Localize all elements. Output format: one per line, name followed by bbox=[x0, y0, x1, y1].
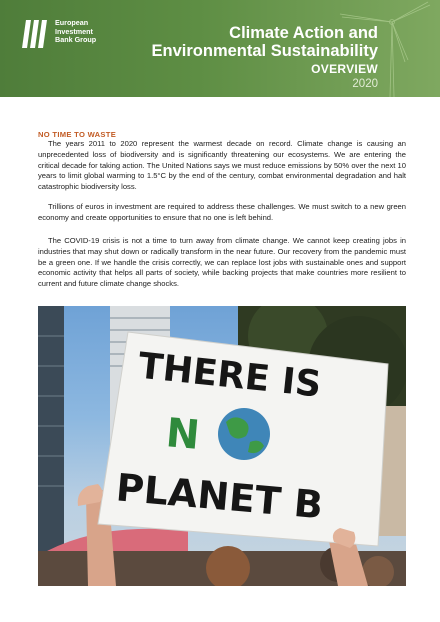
cover-header bbox=[0, 0, 440, 97]
sign-line3: PLANET B bbox=[114, 465, 325, 528]
earth-icon bbox=[218, 408, 270, 460]
building-left bbox=[38, 306, 64, 586]
paragraph-3: The COVID-19 crisis is not a time to turn away from climate change. We cannot keep creating jobs in industries that may shut down or radically transform in the near future. Our recovery from the pandemic must be a green one. If we handle the crisis correctly, we can replace lost jobs with sustainable ones and support economic activity that helps all parts of society, while backing projects that make countries more resilient to current and future climate change shocks. bbox=[38, 236, 406, 289]
section-heading: NO TIME TO WASTE bbox=[38, 130, 117, 139]
eib-logo-icon bbox=[24, 20, 48, 50]
sign-letter-n: N bbox=[164, 410, 202, 459]
page-title bbox=[152, 24, 378, 60]
sign-line1: THERE IS bbox=[136, 345, 324, 406]
year: 2020 bbox=[352, 78, 378, 90]
protest-photo bbox=[38, 306, 406, 586]
org-name-line3: Bank Group bbox=[55, 35, 97, 45]
subtitle: OVERVIEW bbox=[311, 62, 378, 76]
org-name bbox=[55, 19, 135, 45]
paragraph-2: Trillions of euros in investment are required to address these challenges. We must switch to a new green economy and create opportunities to ensure that no one is left behind. bbox=[38, 202, 406, 222]
org-name-line1: European bbox=[55, 18, 89, 27]
org-name-line2: Investment bbox=[55, 26, 93, 36]
protest-photo-illustration bbox=[38, 306, 406, 586]
title-line1: Climate Action and bbox=[229, 24, 378, 42]
title-line2: Environmental Sustainability bbox=[151, 42, 378, 60]
paragraph-1: The years 2011 to 2020 represent the warmest decade on record. Climate change is causing an unprecedented loss of biodiversity and is significantly threatening our ecosystems. We are entering the critical decade for taking action. The United Nations says we must reduce emissions by 50% over the next 10 years to limit global warming to 1.5°C by the end of the century, combat environmental degradation and halt catastrophic biodiversity loss. bbox=[38, 139, 406, 192]
